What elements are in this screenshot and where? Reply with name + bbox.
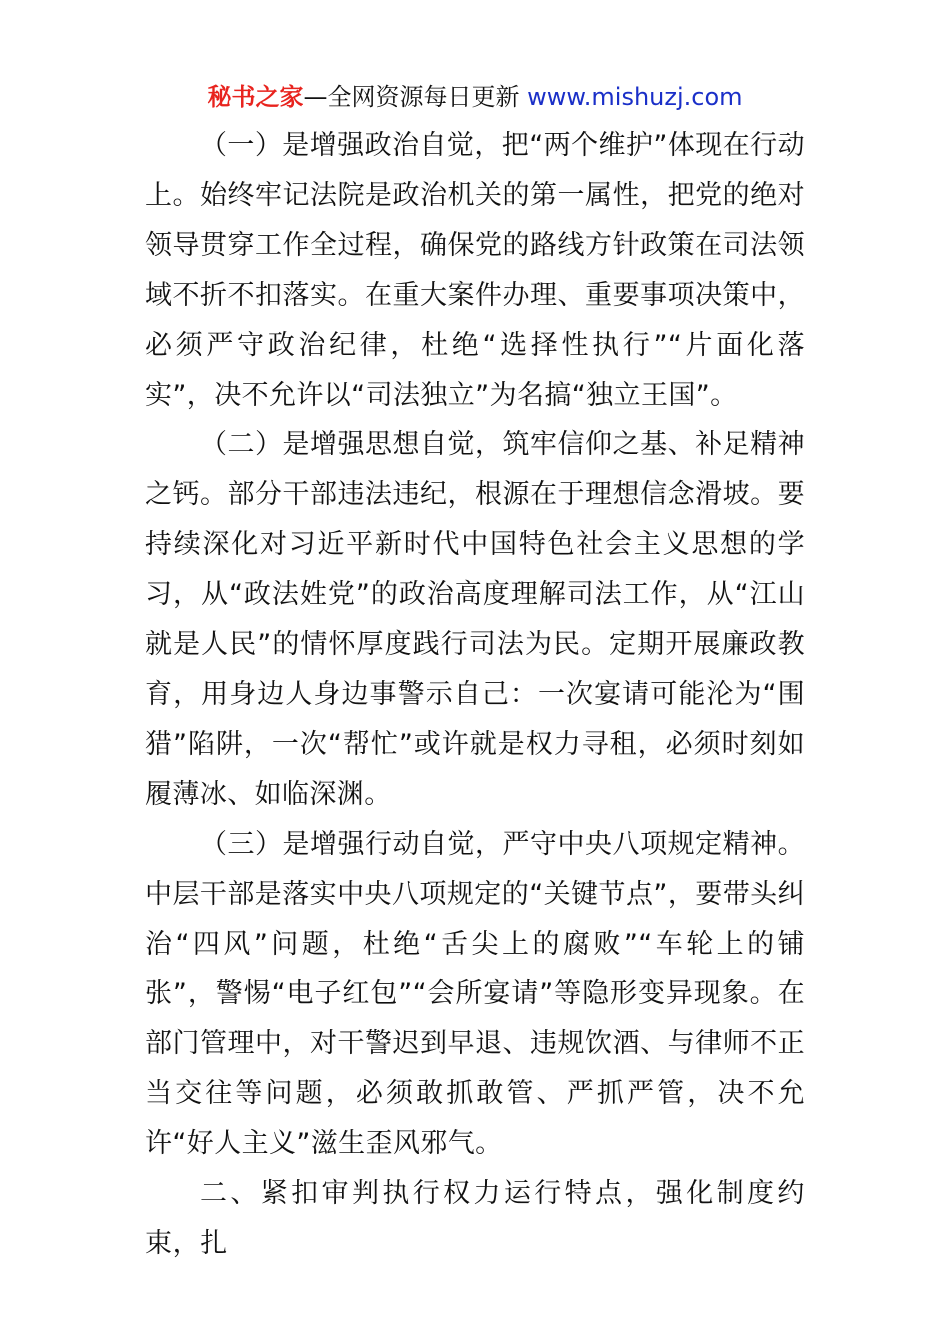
section-heading-2: 二、紧扣审判执行权力运行特点，强化制度约束，扎 — [145, 1178, 805, 1259]
paragraph-3: （三）是增强行动自觉，严守中央八项规定精神。中层干部是落实中央八项规定的“关键节点”，要带头纠治“四风”问题，杜绝“舌尖上的腐败”“车轮上的铺张”，警惕“电子红包”“会所宴请”等隐形变异现象。在部门管理中，对干警迟到早退、违规饮酒、与律师不正当交往等问题，必须敢抓敢管、严抓严管，决不允许“好人主义”滋生歪风邪气。 — [145, 828, 805, 1160]
site-tagline: —全网资源每日更新 — [303, 83, 520, 111]
site-url-link[interactable]: www.mishuzj.com — [527, 83, 743, 111]
paragraph-2: （二）是增强思想自觉，筑牢信仰之基、补足精神之钙。部分干部违法违纪，根源在于理想信念滑坡。要持续深化对习近平新时代中国特色社会主义思想的学习，从“政法姓党”的政治高度理解司法工作，从“江山就是人民”的情怀厚度践行司法为民。定期开展廉政教育，用身边人身边事警示自己：一次宴请可能沦为“围猎”陷阱，一次“帮忙”或许就是权力寻租，必须时刻如履薄冰、如临深渊。 — [145, 429, 805, 810]
document-body — [145, 121, 805, 1269]
site-brand: 秘书之家 — [207, 83, 304, 111]
site-header — [0, 80, 950, 114]
paragraph-1: （一）是增强政治自觉，把“两个维护”体现在行动上。始终牢记法院是政治机关的第一属性，把党的绝对领导贯穿工作全过程，确保党的路线方针政策在司法领域不折不扣落实。在重大案件办理、重要事项决策中，必须严守政治纪律，杜绝“选择性执行”“片面化落实”，决不允许以“司法独立”为名搞“独立王国”。 — [145, 130, 805, 411]
